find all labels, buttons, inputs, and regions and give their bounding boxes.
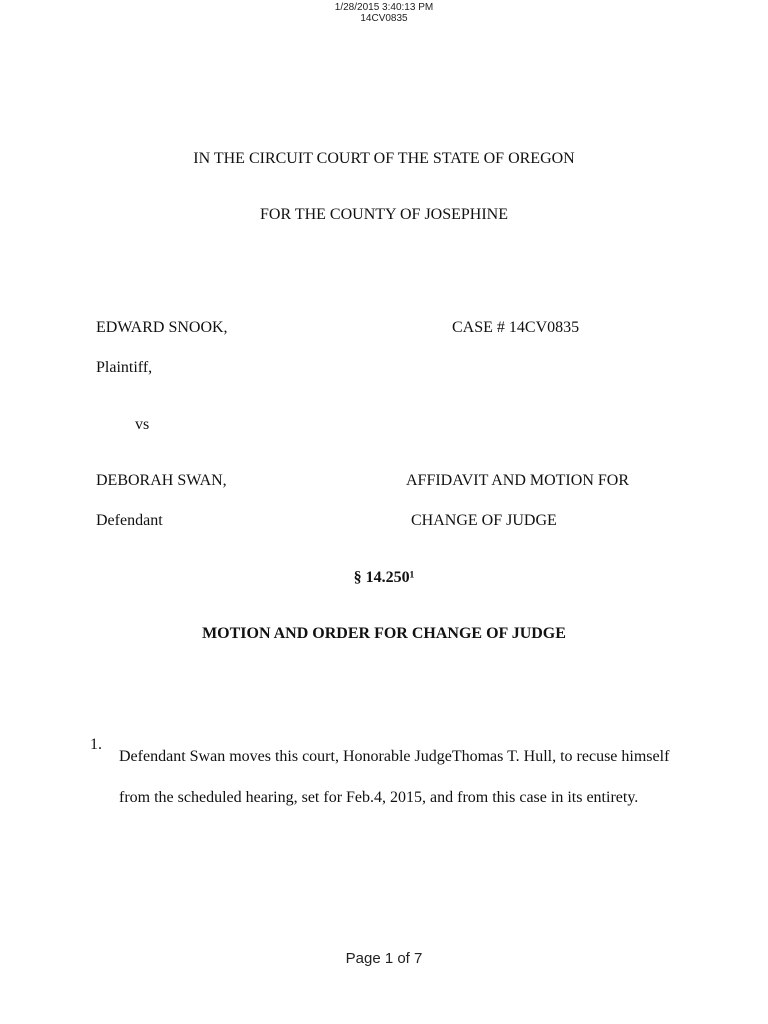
- case-number: CASE # 14CV0835: [452, 319, 580, 336]
- motion-heading: MOTION AND ORDER FOR CHANGE OF JUDGE: [202, 625, 566, 642]
- filing-case-code: 14CV0835: [360, 13, 408, 24]
- item-number: 1.: [90, 736, 102, 753]
- defendant-name: DEBORAH SWAN,: [96, 472, 227, 489]
- filing-timestamp: 1/28/2015 3:40:13 PM: [334, 2, 434, 13]
- defendant-role: Defendant: [96, 512, 163, 529]
- document-title-line1: AFFIDAVIT AND MOTION FOR: [406, 472, 629, 489]
- page-number: Page 1 of 7: [345, 950, 423, 967]
- item-text: Defendant Swan moves this court, Honorable JudgeThomas T. Hull, to recuse himself from the scheduled hearing, set for Feb.4, 2015, and from this case in its entirety.: [119, 748, 670, 806]
- versus-label: vs: [135, 416, 150, 433]
- statute-reference: § 14.250¹: [353, 569, 415, 586]
- plaintiff-name: EDWARD SNOOK,: [96, 319, 228, 336]
- court-name-line: IN THE CIRCUIT COURT OF THE STATE OF OREGON: [193, 150, 575, 167]
- document-title-line2: CHANGE OF JUDGE: [411, 512, 557, 529]
- plaintiff-role: Plaintiff,: [96, 359, 153, 376]
- court-county-line: FOR THE COUNTY OF JOSEPHINE: [259, 206, 509, 223]
